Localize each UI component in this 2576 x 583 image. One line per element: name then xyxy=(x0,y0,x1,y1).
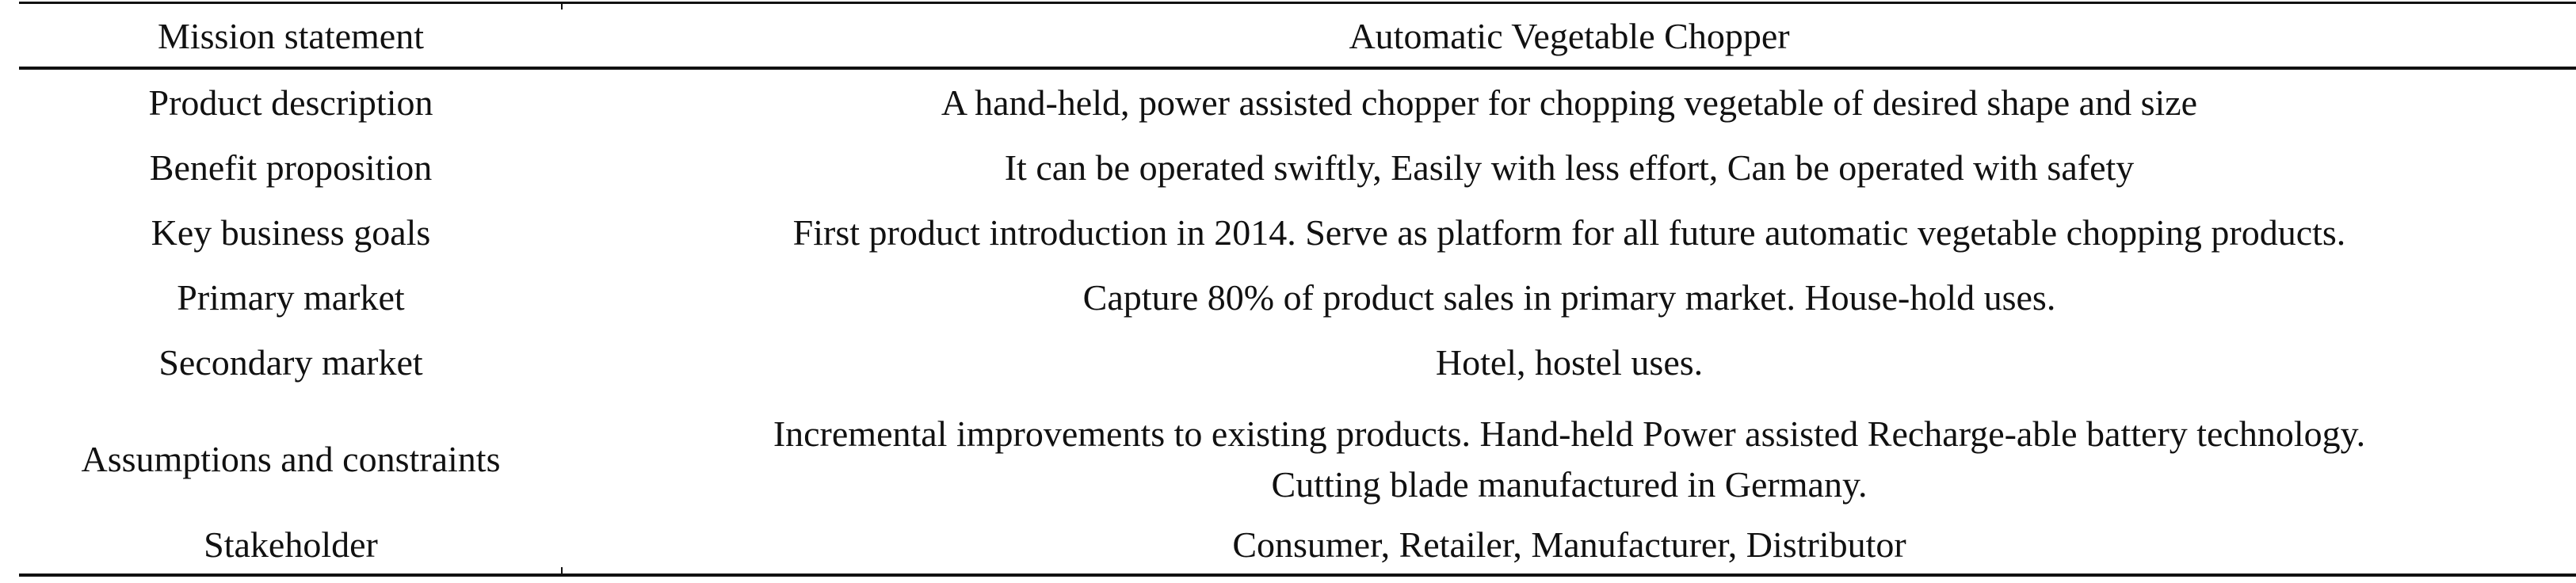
row-label: Secondary market xyxy=(158,342,423,383)
row-label: Key business goals xyxy=(151,212,431,253)
table-header-row xyxy=(19,8,2576,65)
header-rule xyxy=(19,67,2576,70)
row-label: Benefit proposition xyxy=(149,147,433,188)
row-value xyxy=(563,409,2576,510)
row-label: Assumptions and constraints xyxy=(81,439,501,479)
top-rule xyxy=(19,2,2576,4)
table-row xyxy=(19,520,2576,570)
bottom-rule xyxy=(19,573,2576,577)
table-row xyxy=(19,409,2576,510)
row-value: Hotel, hostel uses. xyxy=(1435,342,1704,383)
row-value: A hand-held, power assisted chopper for chopping vegetable of desired shape and size xyxy=(941,82,2198,123)
row-value: Capture 80% of product sales in primary market. House-hold uses. xyxy=(1082,277,2056,318)
table-row xyxy=(19,269,2576,326)
row-value-line: Incremental improvements to existing products. Hand-held Power assisted Recharge-able battery technology. xyxy=(773,413,2366,454)
row-value: Consumer, Retailer, Manufacturer, Distributor xyxy=(1232,524,1906,565)
header-value-cell: Automatic Vegetable Chopper xyxy=(1349,16,1790,56)
row-value-line: Cutting blade manufactured in Germany. xyxy=(1271,464,1868,505)
row-value: First product introduction in 2014. Serve as platform for all future automatic vegetable chopping products. xyxy=(792,212,2346,253)
table-row xyxy=(19,74,2576,131)
header-label-cell: Mission statement xyxy=(157,16,425,56)
table-row xyxy=(19,334,2576,391)
row-value: It can be operated swiftly, Easily with less effort, Can be operated with safety xyxy=(1004,147,2135,188)
table-row xyxy=(19,204,2576,261)
row-label: Stakeholder xyxy=(204,524,378,565)
row-label: Primary market xyxy=(177,277,405,318)
row-label: Product description xyxy=(148,82,433,123)
mission-statement-table xyxy=(19,0,2576,583)
table-row xyxy=(19,139,2576,196)
